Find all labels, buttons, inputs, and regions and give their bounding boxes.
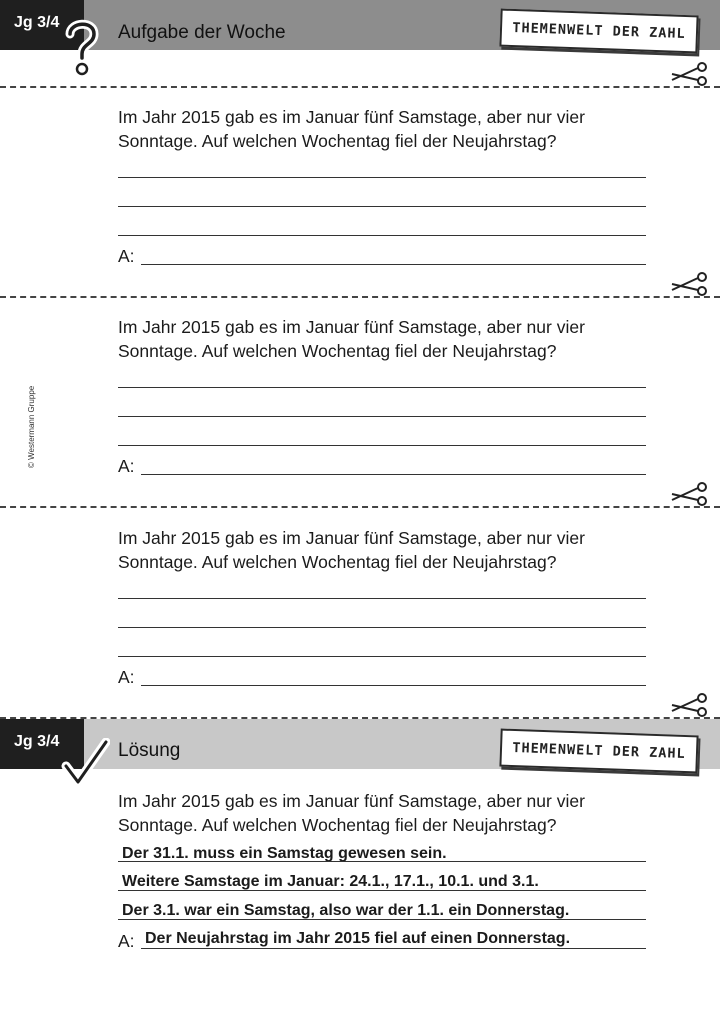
answer-line[interactable] (141, 685, 646, 686)
question-text: Im Jahr 2015 gab es im Januar fünf Samstage, aber nur vier Sonntage. Auf welchen Wochentag fiel der Neujahrstag? (118, 791, 585, 835)
answer-line[interactable] (141, 264, 646, 265)
cut-line (0, 86, 720, 88)
writing-line[interactable] (118, 598, 646, 599)
series-stamp: THEMENWELT DER ZAHL (499, 9, 698, 54)
answer-label: A: (118, 246, 135, 266)
writing-line (118, 861, 646, 862)
grade-tab: Jg 3/4 (0, 719, 84, 769)
series-stamp: THEMENWELT DER ZAHL (499, 729, 698, 774)
question-text: Im Jahr 2015 gab es im Januar fünf Samstage, aber nur vier Sonntage. Auf welchen Wochentag fiel der Neujahrstag? (118, 317, 585, 361)
solution-title: Lösung (118, 740, 181, 761)
cut-line (0, 506, 720, 508)
solution-line: Der 31.1. muss ein Samstag gewesen sein. (122, 845, 447, 862)
cut-line (0, 296, 720, 298)
scissors-icon (670, 482, 710, 506)
solution-answer: Der Neujahrstag im Jahr 2015 fiel auf einen Donnerstag. (145, 930, 571, 947)
cut-line (0, 717, 720, 719)
answer-label: A: (118, 931, 135, 951)
answer-line (141, 948, 646, 949)
writing-line[interactable] (118, 387, 646, 388)
scissors-icon (670, 693, 710, 717)
grade-tab: Jg 3/4 (0, 0, 84, 50)
answer-label: A: (118, 456, 135, 476)
question-text: Im Jahr 2015 gab es im Januar fünf Samstage, aber nur vier Sonntage. Auf welchen Wochentag fiel der Neujahrstag? (118, 107, 585, 151)
writing-line (118, 890, 646, 891)
checkmark-icon (60, 738, 110, 788)
writing-line (118, 919, 646, 920)
writing-line[interactable] (118, 445, 646, 446)
writing-line[interactable] (118, 206, 646, 207)
writing-line[interactable] (118, 656, 646, 657)
question-mark-icon (62, 18, 102, 78)
scissors-icon (670, 272, 710, 296)
answer-label: A: (118, 667, 135, 687)
writing-line[interactable] (118, 416, 646, 417)
writing-line[interactable] (118, 235, 646, 236)
solution-line: Der 3.1. war ein Samstag, also war der 1.1. ein Donnerstag. (122, 902, 570, 919)
writing-line[interactable] (118, 627, 646, 628)
writing-line[interactable] (118, 177, 646, 178)
page-title: Aufgabe der Woche (118, 22, 286, 43)
question-text: Im Jahr 2015 gab es im Januar fünf Samstage, aber nur vier Sonntage. Auf welchen Wochentag fiel der Neujahrstag? (118, 528, 585, 572)
scissors-icon (670, 62, 710, 86)
copyright-note: © Westermann Gruppe (27, 385, 36, 468)
answer-line[interactable] (141, 474, 646, 475)
solution-line: Weitere Samstage im Januar: 24.1., 17.1., 10.1. und 3.1. (122, 873, 539, 890)
